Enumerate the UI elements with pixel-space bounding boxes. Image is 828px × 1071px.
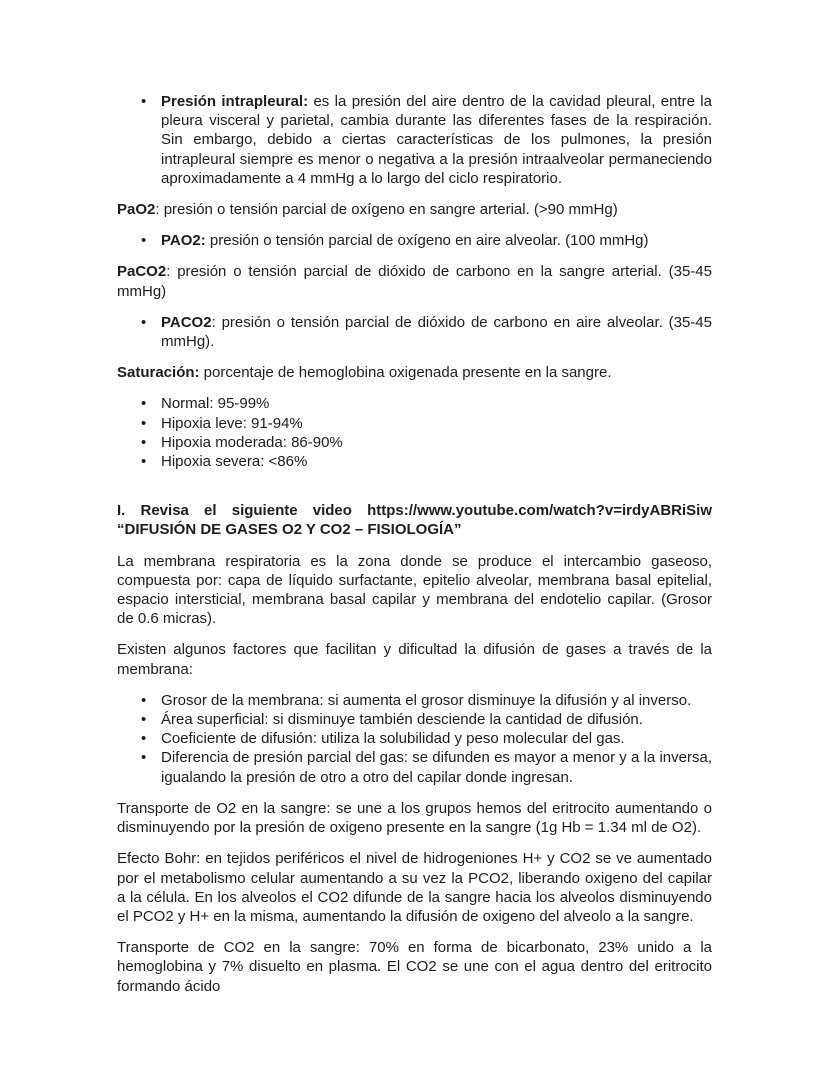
para-transporte-o2: [117, 799, 712, 837]
list-item-hipoxia-severa: [117, 452, 712, 471]
list-item-area-superficial: [117, 710, 712, 729]
bullet-marker-icon: •: [141, 730, 147, 748]
para-text-saturacion: porcentaje de hemoglobina oxigenada presente en la sangre.: [199, 364, 612, 382]
bullet-text-paco2-alveolar: : presión o tensión parcial de dióxido de carbono en aire alveolar. (35-45 mmHg).: [161, 313, 712, 351]
para-text-pao2: : presión o tensión parcial de oxígeno en sangre arterial. (>90 mmHg): [155, 201, 618, 219]
difusion-factors-list: [117, 691, 712, 787]
list-item-grosor: [117, 691, 712, 710]
bullet-marker-icon: •: [141, 433, 147, 451]
section-heading-title: “DIFUSIÓN DE GASES O2 Y CO2 – FISIOLOGÍA”: [117, 521, 462, 539]
para-lead-paco2: PaCO2: [117, 263, 167, 281]
list-item-text: Hipoxia leve: 91-94%: [161, 414, 303, 432]
section-heading-prefix: I. Revisa el siguiente video: [117, 502, 368, 520]
bullet-lead-paco2-alveolar: PACO2: [161, 313, 212, 331]
video-url-link[interactable]: https://www.youtube.com/watch?v=irdyABRiSiw: [367, 502, 712, 520]
bullet-marker-icon: •: [141, 414, 147, 432]
para-saturacion: [117, 363, 712, 382]
bullet-item-paco2-alveolar: [117, 313, 712, 351]
section-heading: [117, 501, 712, 539]
bullet-marker-icon: •: [141, 313, 147, 331]
para-text-transporte-o2: Transporte de O2 en la sangre: se une a los grupos hemos del eritrocito aumentando o disminuyendo por la presión de oxigeno presente en la sangre (1g Hb = 1.34 ml de O2).: [117, 799, 712, 837]
bullet-item-pao2-alveolar: [117, 231, 712, 250]
list-item-hipoxia-leve: [117, 414, 712, 433]
list-item-coeficiente: [117, 729, 712, 748]
list-item-normal: [117, 394, 712, 413]
list-item-text: Hipoxia moderada: 86-90%: [161, 433, 343, 451]
para-paco2: [117, 262, 712, 300]
para-text-factores-intro: Existen algunos factores que facilitan y dificultad la difusión de gases a través de la membrana:: [117, 641, 712, 678]
list-item-text: Grosor de la membrana: si aumenta el grosor disminuye la difusión y al inverso.: [161, 691, 692, 709]
para-text-efecto-bohr: Efecto Bohr: en tejidos periféricos el nivel de hidrogeniones H+ y CO2 se ve aumentado por el metabolismo celular aumentando a su vez la PCO2, liberando oxigeno del capilar a la célula. En los alveolos el CO2 difunde de la sangre hacia los alveolos disminuyendo el PCO2 y H+ en la misma, aumentando la difusión de oxigeno del alveolo a la sangre.: [117, 850, 712, 925]
para-lead-saturacion: Saturación:: [117, 364, 200, 382]
list-item-text: Área superficial: si disminuye también desciende la cantidad de difusión.: [161, 711, 643, 729]
para-efecto-bohr: [117, 849, 712, 926]
list-item-hipoxia-moderada: [117, 433, 712, 452]
para-membrana-respiratoria: [117, 552, 712, 629]
bullet-marker-icon: •: [141, 691, 147, 709]
para-pao2: [117, 200, 712, 219]
bullet-item-presion-intrapleural: [117, 92, 712, 188]
para-transporte-co2: [117, 938, 712, 996]
para-factores-intro: [117, 640, 712, 678]
bullet-marker-icon: •: [141, 453, 147, 471]
bullet-lead-pao2-alveolar: PAO2:: [161, 232, 206, 250]
para-text-membrana: La membrana respiratoria es la zona donde se produce el intercambio gaseoso, compuesta por: capa de líquido surfactante, epitelio alveolar, membrana basal epitelial, espacio intersticial, membrana basal capilar y membrana del endotelio capilar. (Grosor de 0.6 micras).: [117, 552, 712, 628]
list-item-text: Normal: 95-99%: [161, 395, 270, 413]
bullet-marker-icon: •: [141, 749, 147, 767]
bullet-marker-icon: •: [141, 232, 147, 250]
list-item-text: Diferencia de presión parcial del gas: se difunden es mayor a menor y a la inversa, igualando la presión de otro a otro del capilar donde ingresan.: [161, 749, 712, 786]
bullet-marker-icon: •: [141, 711, 147, 729]
bullet-marker-icon: •: [141, 93, 147, 110]
saturation-levels-list: [117, 394, 712, 471]
bullet-marker-icon: •: [141, 395, 147, 413]
bullet-lead-presion-intrapleural: Presión intrapleural:: [161, 93, 309, 110]
bullet-text-presion-intrapleural: es la presión del aire dentro de la cavidad pleural, entre la pleura visceral y parietal, cambia durante las diferentes fases de la respiración. Sin embargo, debido a ciertas características de los pulmones, la presión intrapleural siempre es menor o negativa a la presión intraalveolar permaneciendo aproximadamente a 4 mmHg a lo largo del ciclo respiratorio.: [161, 93, 712, 187]
list-item-text: Hipoxia severa: <86%: [161, 453, 308, 471]
list-item-text: Coeficiente de difusión: utiliza la solubilidad y peso molecular del gas.: [161, 730, 625, 748]
bullet-text-pao2-alveolar: presión o tensión parcial de oxígeno en aire alveolar. (100 mmHg): [205, 232, 649, 250]
para-lead-pao2: PaO2: [117, 201, 156, 219]
para-text-transporte-co2: Transporte de CO2 en la sangre: 70% en forma de bicarbonato, 23% unido a la hemoglobina y 7% disuelto en plasma. El CO2 se une con el agua dentro del eritrocito formando ácido: [117, 939, 712, 995]
para-text-paco2: : presión o tensión parcial de dióxido de carbono en la sangre arterial. (35-45 mmHg): [117, 263, 712, 300]
list-item-diferencia-presion: [117, 748, 712, 786]
